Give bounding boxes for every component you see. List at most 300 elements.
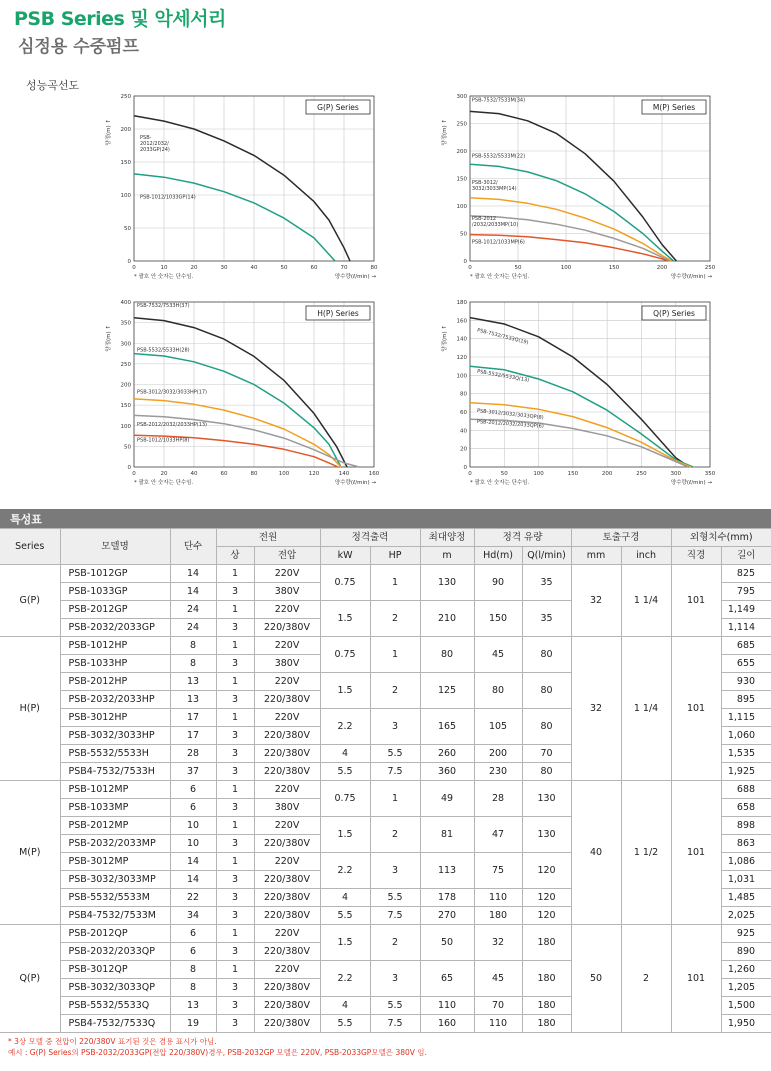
cell-max-head: 125 [420, 673, 474, 709]
cell-kw: 4 [320, 745, 370, 763]
series-label-line: PSB-2012 [471, 215, 497, 222]
cell-stages: 24 [170, 619, 216, 637]
series-label-line: PSB-7532/7533Q(19) [476, 327, 530, 347]
x-tick-label: 120 [308, 471, 320, 477]
cell-kw: 1.5 [320, 817, 370, 853]
cell-len: 925 [721, 925, 771, 943]
cell-phase: 3 [216, 943, 254, 961]
x-tick-label: 60 [310, 265, 318, 271]
y-tick-label: 50 [460, 231, 467, 238]
cell-max-head: 160 [420, 1015, 474, 1033]
cell-mm: 40 [571, 781, 621, 925]
chart-note: * 괄호 안 숫자는 단수임. [134, 274, 194, 280]
header-q: Q(l/min) [522, 547, 571, 565]
cell-model: PSB4-7532/7533M [60, 907, 170, 925]
cell-voltage: 220/380V [254, 835, 320, 853]
cell-len: 825 [721, 565, 771, 583]
chart-title: H(P) Series [317, 309, 359, 318]
cell-max-head: 165 [420, 709, 474, 745]
chart-title: G(P) Series [317, 103, 359, 112]
cell-max-head: 210 [420, 601, 474, 637]
cell-q: 180 [522, 997, 571, 1015]
cell-model: PSB4-7532/7533Q [60, 1015, 170, 1033]
cell-q: 120 [522, 907, 571, 925]
cell-series: Q(P) [0, 925, 60, 1033]
y-tick-label: 50 [124, 444, 131, 451]
x-tick-label: 0 [468, 471, 472, 477]
footnote-1: * 3상 모델 중 전압이 220/380V 표기된 것은 겸용 표시가 아님. [8, 1037, 217, 1046]
y-tick-label: 0 [463, 465, 467, 471]
series-label-line: PSB-7532/7533M(34) [471, 97, 526, 104]
x-tick-label: 200 [601, 471, 613, 477]
cell-phase: 3 [216, 1015, 254, 1033]
x-tick-label: 70 [340, 265, 348, 271]
series-label-line: PSB-3012/3032/3033QP(8) [476, 408, 544, 421]
y-tick-label: 100 [456, 373, 467, 380]
series-label-line: 2012/2032/ [140, 140, 169, 147]
cell-max-head: 110 [420, 997, 474, 1015]
series-line [134, 354, 341, 467]
x-tick-label: 50 [500, 471, 508, 477]
cell-model: PSB-1033GP [60, 583, 170, 601]
cell-model: PSB-2032/2033MP [60, 835, 170, 853]
cell-model: PSB-3032/3033QP [60, 979, 170, 997]
x-axis-label: 양수량(ℓ/min) → [670, 274, 712, 280]
header-outlet: 토출구경 [571, 529, 671, 547]
cell-model: PSB-3012HP [60, 709, 170, 727]
cell-max-head: 80 [420, 637, 474, 673]
cell-hd: 70 [474, 997, 522, 1015]
cell-len: 1,500 [721, 997, 771, 1015]
cell-stages: 6 [170, 781, 216, 799]
cell-q: 180 [522, 925, 571, 961]
x-tick-label: 30 [220, 265, 228, 271]
cell-voltage: 220/380V [254, 907, 320, 925]
cell-inch: 1 1/4 [621, 637, 671, 781]
cell-voltage: 220/380V [254, 745, 320, 763]
chart-qp-series [436, 296, 756, 496]
cell-max-head: 360 [420, 763, 474, 781]
cell-max-head: 130 [420, 565, 474, 601]
cell-hp: 2 [370, 817, 420, 853]
cell-len: 655 [721, 655, 771, 673]
cell-model: PSB-1033MP [60, 799, 170, 817]
cell-kw: 2.2 [320, 961, 370, 997]
cell-stages: 8 [170, 979, 216, 997]
cell-len: 1,086 [721, 853, 771, 871]
spec-table-body [0, 565, 771, 1033]
header-hd: Hd(m) [474, 547, 522, 565]
series-label [477, 369, 530, 384]
cell-phase: 1 [216, 925, 254, 943]
cell-phase: 3 [216, 997, 254, 1015]
cell-model: PSB-2012HP [60, 673, 170, 691]
header-dia: 직경 [671, 547, 721, 565]
cell-q: 35 [522, 601, 571, 637]
cell-voltage: 220/380V [254, 763, 320, 781]
cell-len: 1,114 [721, 619, 771, 637]
series-label-line: PSB-1012/1033GP(14) [140, 194, 196, 201]
cell-model: PSB-2012GP [60, 601, 170, 619]
cell-hd: 200 [474, 745, 522, 763]
series-label-line: PSB-2012/2032/2033HP(13) [137, 421, 208, 428]
cell-voltage: 220V [254, 637, 320, 655]
x-tick-label: 160 [368, 471, 380, 477]
series-label-line: PSB-5532/5533Q(13) [476, 368, 530, 384]
y-tick-label: 350 [120, 320, 131, 327]
y-tick-label: 100 [120, 423, 131, 430]
cell-phase: 1 [216, 961, 254, 979]
cell-q: 180 [522, 961, 571, 997]
y-tick-label: 20 [460, 446, 467, 453]
chart-svg [100, 296, 420, 496]
y-tick-label: 180 [456, 300, 467, 306]
cell-phase: 3 [216, 763, 254, 781]
cell-hp: 3 [370, 961, 420, 997]
cell-len: 1,950 [721, 1015, 771, 1033]
cell-hd: 110 [474, 1015, 522, 1033]
cell-phase: 3 [216, 799, 254, 817]
cell-len: 930 [721, 673, 771, 691]
cell-kw: 1.5 [320, 673, 370, 709]
cell-voltage: 220V [254, 853, 320, 871]
header-output: 정격출력 [320, 529, 420, 547]
series-label-line: PSB-2012/2032/2033QP(6) [476, 419, 544, 430]
x-tick-label: 80 [370, 265, 378, 271]
cell-phase: 3 [216, 655, 254, 673]
cell-stages: 10 [170, 835, 216, 853]
x-tick-label: 150 [567, 471, 579, 477]
cell-len: 1,060 [721, 727, 771, 745]
cell-phase: 3 [216, 691, 254, 709]
cell-model: PSB-2032/2033HP [60, 691, 170, 709]
y-tick-label: 80 [460, 391, 467, 398]
header-series: Series [0, 529, 60, 565]
cell-kw: 5.5 [320, 763, 370, 781]
cell-voltage: 220/380V [254, 943, 320, 961]
header-voltage: 전압 [254, 547, 320, 565]
y-tick-label: 300 [120, 341, 131, 348]
cell-stages: 8 [170, 961, 216, 979]
x-tick-label: 200 [656, 265, 668, 271]
cell-stages: 14 [170, 565, 216, 583]
cell-len: 1,535 [721, 745, 771, 763]
y-tick-label: 150 [456, 176, 467, 183]
cell-voltage: 220/380V [254, 889, 320, 907]
cell-voltage: 220V [254, 781, 320, 799]
cell-len: 685 [721, 637, 771, 655]
cell-dia: 101 [671, 637, 721, 781]
y-tick-label: 250 [456, 121, 467, 128]
table-row [0, 925, 771, 943]
cell-kw: 5.5 [320, 907, 370, 925]
header-flow: 정격 유량 [474, 529, 571, 547]
series-label [140, 135, 170, 153]
cell-voltage: 220/380V [254, 691, 320, 709]
y-tick-label: 200 [456, 149, 467, 155]
cell-kw: 5.5 [320, 1015, 370, 1033]
header-power: 전원 [216, 529, 320, 547]
cell-stages: 14 [170, 853, 216, 871]
y-tick-label: 150 [120, 403, 131, 410]
plot-area [440, 94, 716, 280]
y-tick-label: 100 [456, 204, 467, 210]
x-tick-label: 100 [278, 471, 290, 477]
cell-q: 80 [522, 709, 571, 745]
x-tick-label: 100 [560, 265, 572, 271]
cell-dia: 101 [671, 925, 721, 1033]
cell-voltage: 220V [254, 709, 320, 727]
series-label-line: PSB-5532/5533M(22) [471, 153, 526, 160]
y-axis-label: 양정(m) ↑ [442, 118, 448, 146]
table-row [0, 637, 771, 655]
x-tick-label: 0 [132, 471, 136, 477]
cell-hd: 105 [474, 709, 522, 745]
cell-inch: 2 [621, 925, 671, 1033]
cell-hp: 5.5 [370, 745, 420, 763]
cell-phase: 1 [216, 673, 254, 691]
cell-model: PSB-3032/3033MP [60, 871, 170, 889]
cell-model: PSB-2012QP [60, 925, 170, 943]
cell-model: PSB-2012MP [60, 817, 170, 835]
y-tick-label: 250 [120, 94, 131, 100]
cell-len: 898 [721, 817, 771, 835]
cell-q: 130 [522, 817, 571, 853]
cell-len: 658 [721, 799, 771, 817]
y-tick-label: 140 [456, 336, 467, 343]
cell-len: 1,260 [721, 961, 771, 979]
x-tick-label: 40 [190, 471, 198, 477]
cell-kw: 0.75 [320, 781, 370, 817]
y-tick-label: 60 [460, 410, 467, 416]
y-tick-label: 400 [120, 300, 131, 306]
y-tick-label: 160 [456, 318, 467, 325]
cell-len: 2,025 [721, 907, 771, 925]
header-phase: 상 [216, 547, 254, 565]
x-tick-label: 10 [160, 265, 168, 271]
series-label-line: PSB-1012/1033HP(8) [137, 437, 190, 444]
cell-kw: 0.75 [320, 637, 370, 673]
cell-max-head: 81 [420, 817, 474, 853]
y-tick-label: 0 [463, 259, 467, 265]
chart-hp-series [100, 296, 420, 496]
cell-inch: 1 1/2 [621, 781, 671, 925]
cell-phase: 3 [216, 583, 254, 601]
cell-voltage: 220/380V [254, 979, 320, 997]
spec-section-title: 특성표 [10, 513, 42, 526]
cell-kw: 4 [320, 997, 370, 1015]
cell-mm: 32 [571, 637, 621, 781]
plot-area [104, 300, 380, 486]
y-tick-label: 120 [456, 355, 467, 361]
cell-stages: 22 [170, 889, 216, 907]
cell-model: PSB-2032/2033QP [60, 943, 170, 961]
cell-max-head: 178 [420, 889, 474, 907]
series-label-line: 3032/3033MP(14) [471, 186, 517, 192]
cell-mm: 32 [571, 565, 621, 637]
cell-kw: 0.75 [320, 565, 370, 601]
cell-kw: 2.2 [320, 709, 370, 745]
y-tick-label: 40 [460, 428, 467, 435]
x-tick-label: 20 [190, 265, 198, 271]
cell-phase: 3 [216, 871, 254, 889]
header-m: m [420, 547, 474, 565]
x-tick-label: 0 [132, 265, 136, 271]
cell-len: 1,485 [721, 889, 771, 907]
x-tick-label: 0 [468, 265, 472, 271]
cell-hd: 45 [474, 637, 522, 673]
header-max-head: 최대양정 [420, 529, 474, 547]
cell-hd: 90 [474, 565, 522, 601]
spec-section-bar [0, 509, 771, 528]
page-title: PSB Series 및 악세서리 [14, 8, 226, 30]
cell-hp: 1 [370, 637, 420, 673]
x-tick-label: 50 [514, 265, 522, 271]
cell-stages: 24 [170, 601, 216, 619]
cell-q: 80 [522, 763, 571, 781]
series-label [137, 437, 189, 443]
table-row [0, 565, 771, 583]
y-tick-label: 300 [456, 94, 467, 100]
cell-series: G(P) [0, 565, 60, 637]
cell-model: PSB-1012MP [60, 781, 170, 799]
cell-q: 120 [522, 853, 571, 889]
cell-kw: 1.5 [320, 601, 370, 637]
y-tick-label: 150 [120, 160, 131, 166]
cell-voltage: 220V [254, 925, 320, 943]
cell-voltage: 220V [254, 601, 320, 619]
series-label-line: PSB-3012/ [471, 180, 498, 186]
cell-stages: 6 [170, 943, 216, 961]
cell-model: PSB-3032/3033HP [60, 727, 170, 745]
cell-stages: 13 [170, 691, 216, 709]
x-tick-label: 100 [533, 471, 544, 477]
cell-phase: 3 [216, 907, 254, 925]
cell-q: 70 [522, 745, 571, 763]
cell-model: PSB-5532/5533M [60, 889, 170, 907]
cell-hd: 75 [474, 853, 522, 889]
cell-voltage: 220/380V [254, 997, 320, 1015]
cell-phase: 3 [216, 979, 254, 997]
series-label [477, 419, 544, 430]
cell-series: M(P) [0, 781, 60, 925]
x-axis-label: 양수량(ℓ/min) → [670, 480, 712, 486]
cell-model: PSB-5532/5533Q [60, 997, 170, 1015]
cell-phase: 1 [216, 781, 254, 799]
series-label [137, 390, 207, 396]
cell-dia: 101 [671, 565, 721, 637]
x-tick-label: 250 [636, 471, 647, 477]
cell-q: 120 [522, 889, 571, 907]
cell-hp: 7.5 [370, 1015, 420, 1033]
cell-q: 35 [522, 565, 571, 601]
cell-model: PSB4-7532/7533H [60, 763, 170, 781]
cell-len: 895 [721, 691, 771, 709]
cell-model: PSB-3012MP [60, 853, 170, 871]
plot-area [440, 300, 716, 486]
y-tick-label: 200 [120, 127, 131, 133]
y-tick-label: 250 [120, 361, 131, 368]
cell-max-head: 65 [420, 961, 474, 997]
cell-phase: 1 [216, 853, 254, 871]
series-label [140, 194, 196, 200]
cell-mm: 50 [571, 925, 621, 1033]
header-hp: HP [370, 547, 420, 565]
y-tick-label: 0 [127, 259, 131, 265]
page-subtitle: 심정용 수중펌프 [18, 37, 139, 57]
cell-q: 80 [522, 673, 571, 709]
series-label [472, 98, 525, 104]
cell-voltage: 380V [254, 583, 320, 601]
y-tick-label: 100 [120, 193, 131, 199]
series-label [472, 154, 525, 160]
cell-max-head: 49 [420, 781, 474, 817]
x-axis-label: 양수량(ℓ/min) → [334, 480, 376, 486]
cell-phase: 1 [216, 565, 254, 583]
cell-stages: 8 [170, 637, 216, 655]
cell-voltage: 220V [254, 817, 320, 835]
cell-phase: 3 [216, 727, 254, 745]
cell-stages: 13 [170, 997, 216, 1015]
cell-q: 80 [522, 637, 571, 673]
header-model: 모델명 [60, 529, 170, 565]
cell-max-head: 113 [420, 853, 474, 889]
cell-voltage: 220/380V [254, 1015, 320, 1033]
cell-kw: 4 [320, 889, 370, 907]
cell-series: H(P) [0, 637, 60, 781]
cell-voltage: 220/380V [254, 871, 320, 889]
series-label [137, 422, 207, 428]
series-line [134, 116, 350, 261]
chart-svg [436, 296, 756, 496]
cell-phase: 3 [216, 889, 254, 907]
plot-area [104, 94, 378, 280]
chart-title: Q(P) Series [653, 309, 695, 318]
series-line [470, 198, 672, 261]
series-label-line: PSB- [140, 134, 152, 141]
cell-model: PSB-3012QP [60, 961, 170, 979]
cell-voltage: 220/380V [254, 619, 320, 637]
cell-stages: 6 [170, 799, 216, 817]
x-tick-label: 140 [338, 471, 350, 477]
cell-hd: 230 [474, 763, 522, 781]
cell-stages: 13 [170, 673, 216, 691]
x-tick-label: 300 [670, 471, 681, 477]
y-tick-label: 200 [120, 382, 131, 389]
cell-hp: 5.5 [370, 889, 420, 907]
cell-stages: 10 [170, 817, 216, 835]
cell-hd: 110 [474, 889, 522, 907]
series-label [472, 180, 517, 192]
cell-hd: 28 [474, 781, 522, 817]
y-axis-label: 양정(m) ↑ [106, 324, 112, 352]
cell-stages: 34 [170, 907, 216, 925]
y-axis-label: 양정(m) ↑ [106, 118, 112, 146]
cell-dia: 101 [671, 781, 721, 925]
cell-hp: 7.5 [370, 763, 420, 781]
cell-q: 130 [522, 781, 571, 817]
cell-hp: 1 [370, 781, 420, 817]
cell-voltage: 220/380V [254, 727, 320, 745]
cell-stages: 8 [170, 655, 216, 673]
cell-hp: 1 [370, 565, 420, 601]
cell-hp: 3 [370, 709, 420, 745]
header-len: 길이 [721, 547, 771, 565]
chart-svg [100, 90, 420, 290]
cell-len: 688 [721, 781, 771, 799]
chart-mp-series [436, 90, 756, 290]
series-label-line: PSB-5532/5533H(28) [137, 347, 190, 354]
